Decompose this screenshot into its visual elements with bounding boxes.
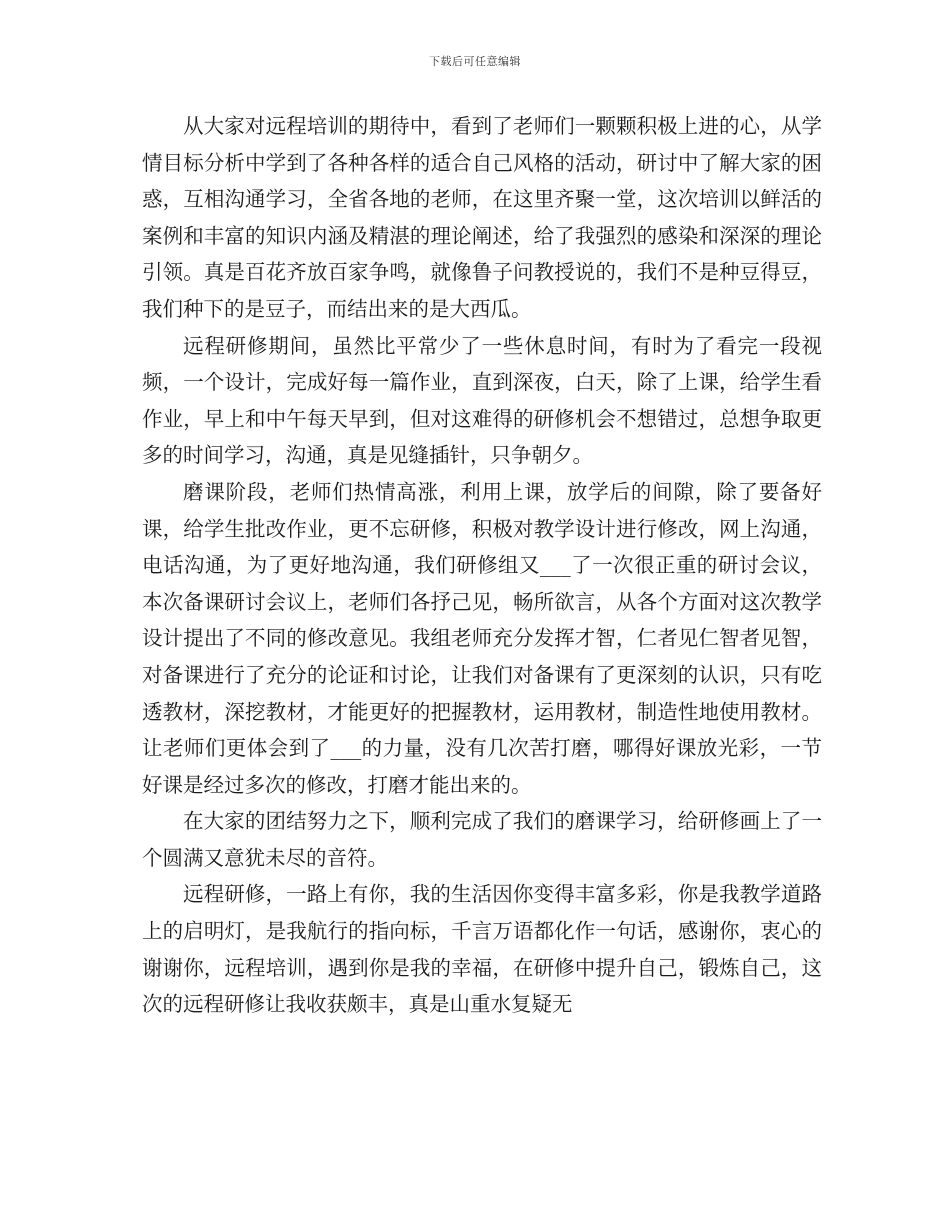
page-header: 下载后可任意编辑	[429, 55, 521, 68]
paragraph-4: 在大家的团结努力之下，顺利完成了我们的磨课学习，给研修画上了一个圆满又意犹未尽的音符。	[142, 809, 822, 870]
paragraph-1: 从大家对远程培训的期待中，看到了老师们一颗颗积极上进的心，从学情目标分析中学到了各种各样的适合自己风格的活动，研讨中了解大家的困惑，互相沟通学习，全省各地的老师，在这里齐聚一堂，这次培训以鲜活的案例和丰富的知识内涵及精湛的理论阐述，给了我强烈的感染和深深的理论引领。真是百花齐放百家争鸣，就像鲁子问教授说的，我们不是种豆得豆，我们种下的是豆子，而结出来的是大西瓜。	[142, 114, 822, 321]
paragraph-5: 远程研修，一路上有你，我的生活因你变得丰富多彩，你是我教学道路上的启明灯，是我航行的指向标，千言万语都化作一句话，感谢你，衷心的谢谢你，远程培训，遇到你是我的幸福，在研修中提升自己，锻炼自己，这次的远程研修让我收获颇丰，真是山重水复疑无	[142, 882, 822, 1017]
paragraph-2: 远程研修期间，虽然比平常少了一些休息时间，有时为了看完一段视频，一个设计，完成好每一篇作业，直到深夜，白天，除了上课，给学生看作业，早上和中午每天早到，但对这难得的研修机会不想错过，总想争取更多的时间学习，沟通，真是见缝插针，只争朝夕。	[142, 333, 822, 468]
document-body	[142, 108, 822, 1023]
paragraph-3: 磨课阶段，老师们热情高涨，利用上课，放学后的间隙，除了要备好课，给学生批改作业，更不忘研修，积极对教学设计进行修改，网上沟通，电话沟通，为了更好地沟通，我们研修组又___了一次很正重的研讨会议，本次备课研讨会议上，老师们各抒己见，畅所欲言，从各个方面对这次教学设计提出了不同的修改意见。我组老师充分发挥才智，仁者见仁智者见智，对备课进行了充分的论证和讨论，让我们对备课有了更深刻的认识，只有吃透教材，深挖教材，才能更好的把握教材，运用教材，制造性地使用教材。让老师们更体会到了___的力量，没有几次苦打磨，哪得好课放光彩，一节好课是经过多次的修改，打磨才能出来的。	[142, 479, 822, 797]
